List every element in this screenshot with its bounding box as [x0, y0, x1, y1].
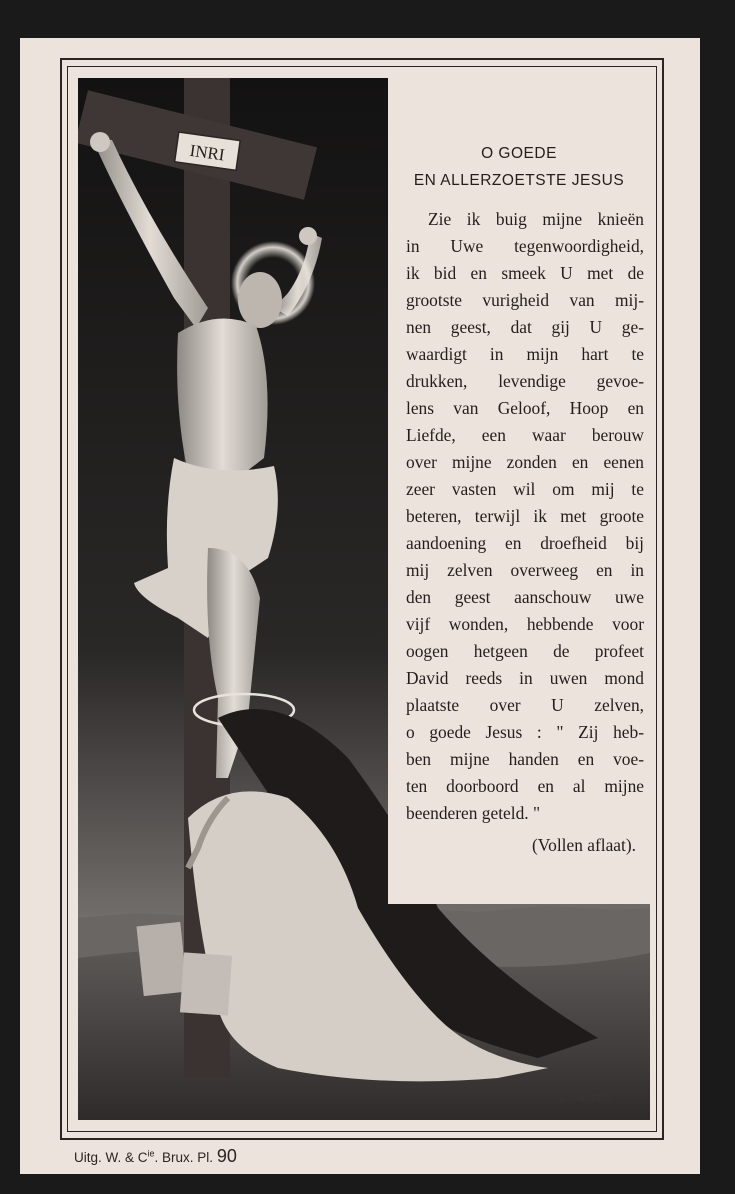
christ-head — [238, 272, 282, 328]
prayer-line: plaatste over U zelven, — [406, 695, 644, 715]
base-stone-right — [180, 952, 232, 1015]
base-stone-left — [136, 922, 187, 996]
publisher-prefix: Uitg. W. & C — [74, 1150, 148, 1165]
prayer-line: o goede Jesus : " Zij heb- — [406, 722, 644, 742]
prayer-line: lens van Geloof, Hoop en — [406, 398, 644, 418]
prayer-line: aandoening en droefheid bij — [406, 533, 644, 553]
prayer-line: over mijne zonden en eenen — [406, 452, 644, 472]
prayer-line: David reeds in uwen mond — [406, 668, 644, 688]
artist-signature: E.n. BOBEN — [560, 1093, 611, 1103]
publisher-imprint — [74, 1146, 237, 1167]
indulgence-note: (Vollen aflaat). — [532, 835, 636, 855]
publisher-suffix: . Brux. Pl. — [154, 1150, 217, 1165]
prayer-line: in Uwe tegenwoordigheid, — [406, 236, 644, 256]
prayer-line: ik bid en smeek U met de — [406, 263, 644, 283]
prayer-line: Liefde, een waar berouw — [406, 425, 644, 445]
heading-line-1: O GOEDE — [481, 145, 557, 162]
prayer-line: ten doorboord en al mijne — [406, 776, 644, 796]
prayer-line: zeer vasten wil om mij te — [406, 479, 644, 499]
prayer-line: mij zelven overweeg en in — [406, 560, 644, 580]
prayer-panel — [388, 78, 650, 904]
prayer-line: beenderen geteld. " — [406, 803, 541, 823]
publisher-superscript: ie — [147, 1148, 155, 1159]
prayer-line: waardigt in mijn hart te — [406, 344, 644, 364]
prayer-text — [406, 206, 644, 827]
plate-number: 90 — [216, 1146, 237, 1166]
left-hand — [90, 132, 110, 152]
prayer-line: nen geest, dat gij U ge- — [406, 317, 644, 337]
right-hand — [299, 227, 317, 245]
heading-line-2: EN ALLERZOETSTE JESUS — [413, 172, 625, 189]
prayer-line: den geest aanschouw uwe — [406, 587, 644, 607]
inri-text: INRI — [188, 140, 226, 165]
prayer-line: vijf wonden, hebbende voor — [406, 614, 644, 634]
prayer-line: grootste vurigheid van mij- — [406, 290, 644, 310]
prayer-line: Zie ik buig mijne knieën — [428, 209, 644, 229]
christ-torso — [177, 318, 267, 478]
prayer-line: ben mijne handen en voe- — [406, 749, 644, 769]
prayer-line: drukken, levendige gevoe- — [406, 371, 644, 391]
prayer-line: beteren, terwijl ik met groote — [406, 506, 644, 526]
prayer-line: oogen hetgeen de profeet — [406, 641, 644, 661]
